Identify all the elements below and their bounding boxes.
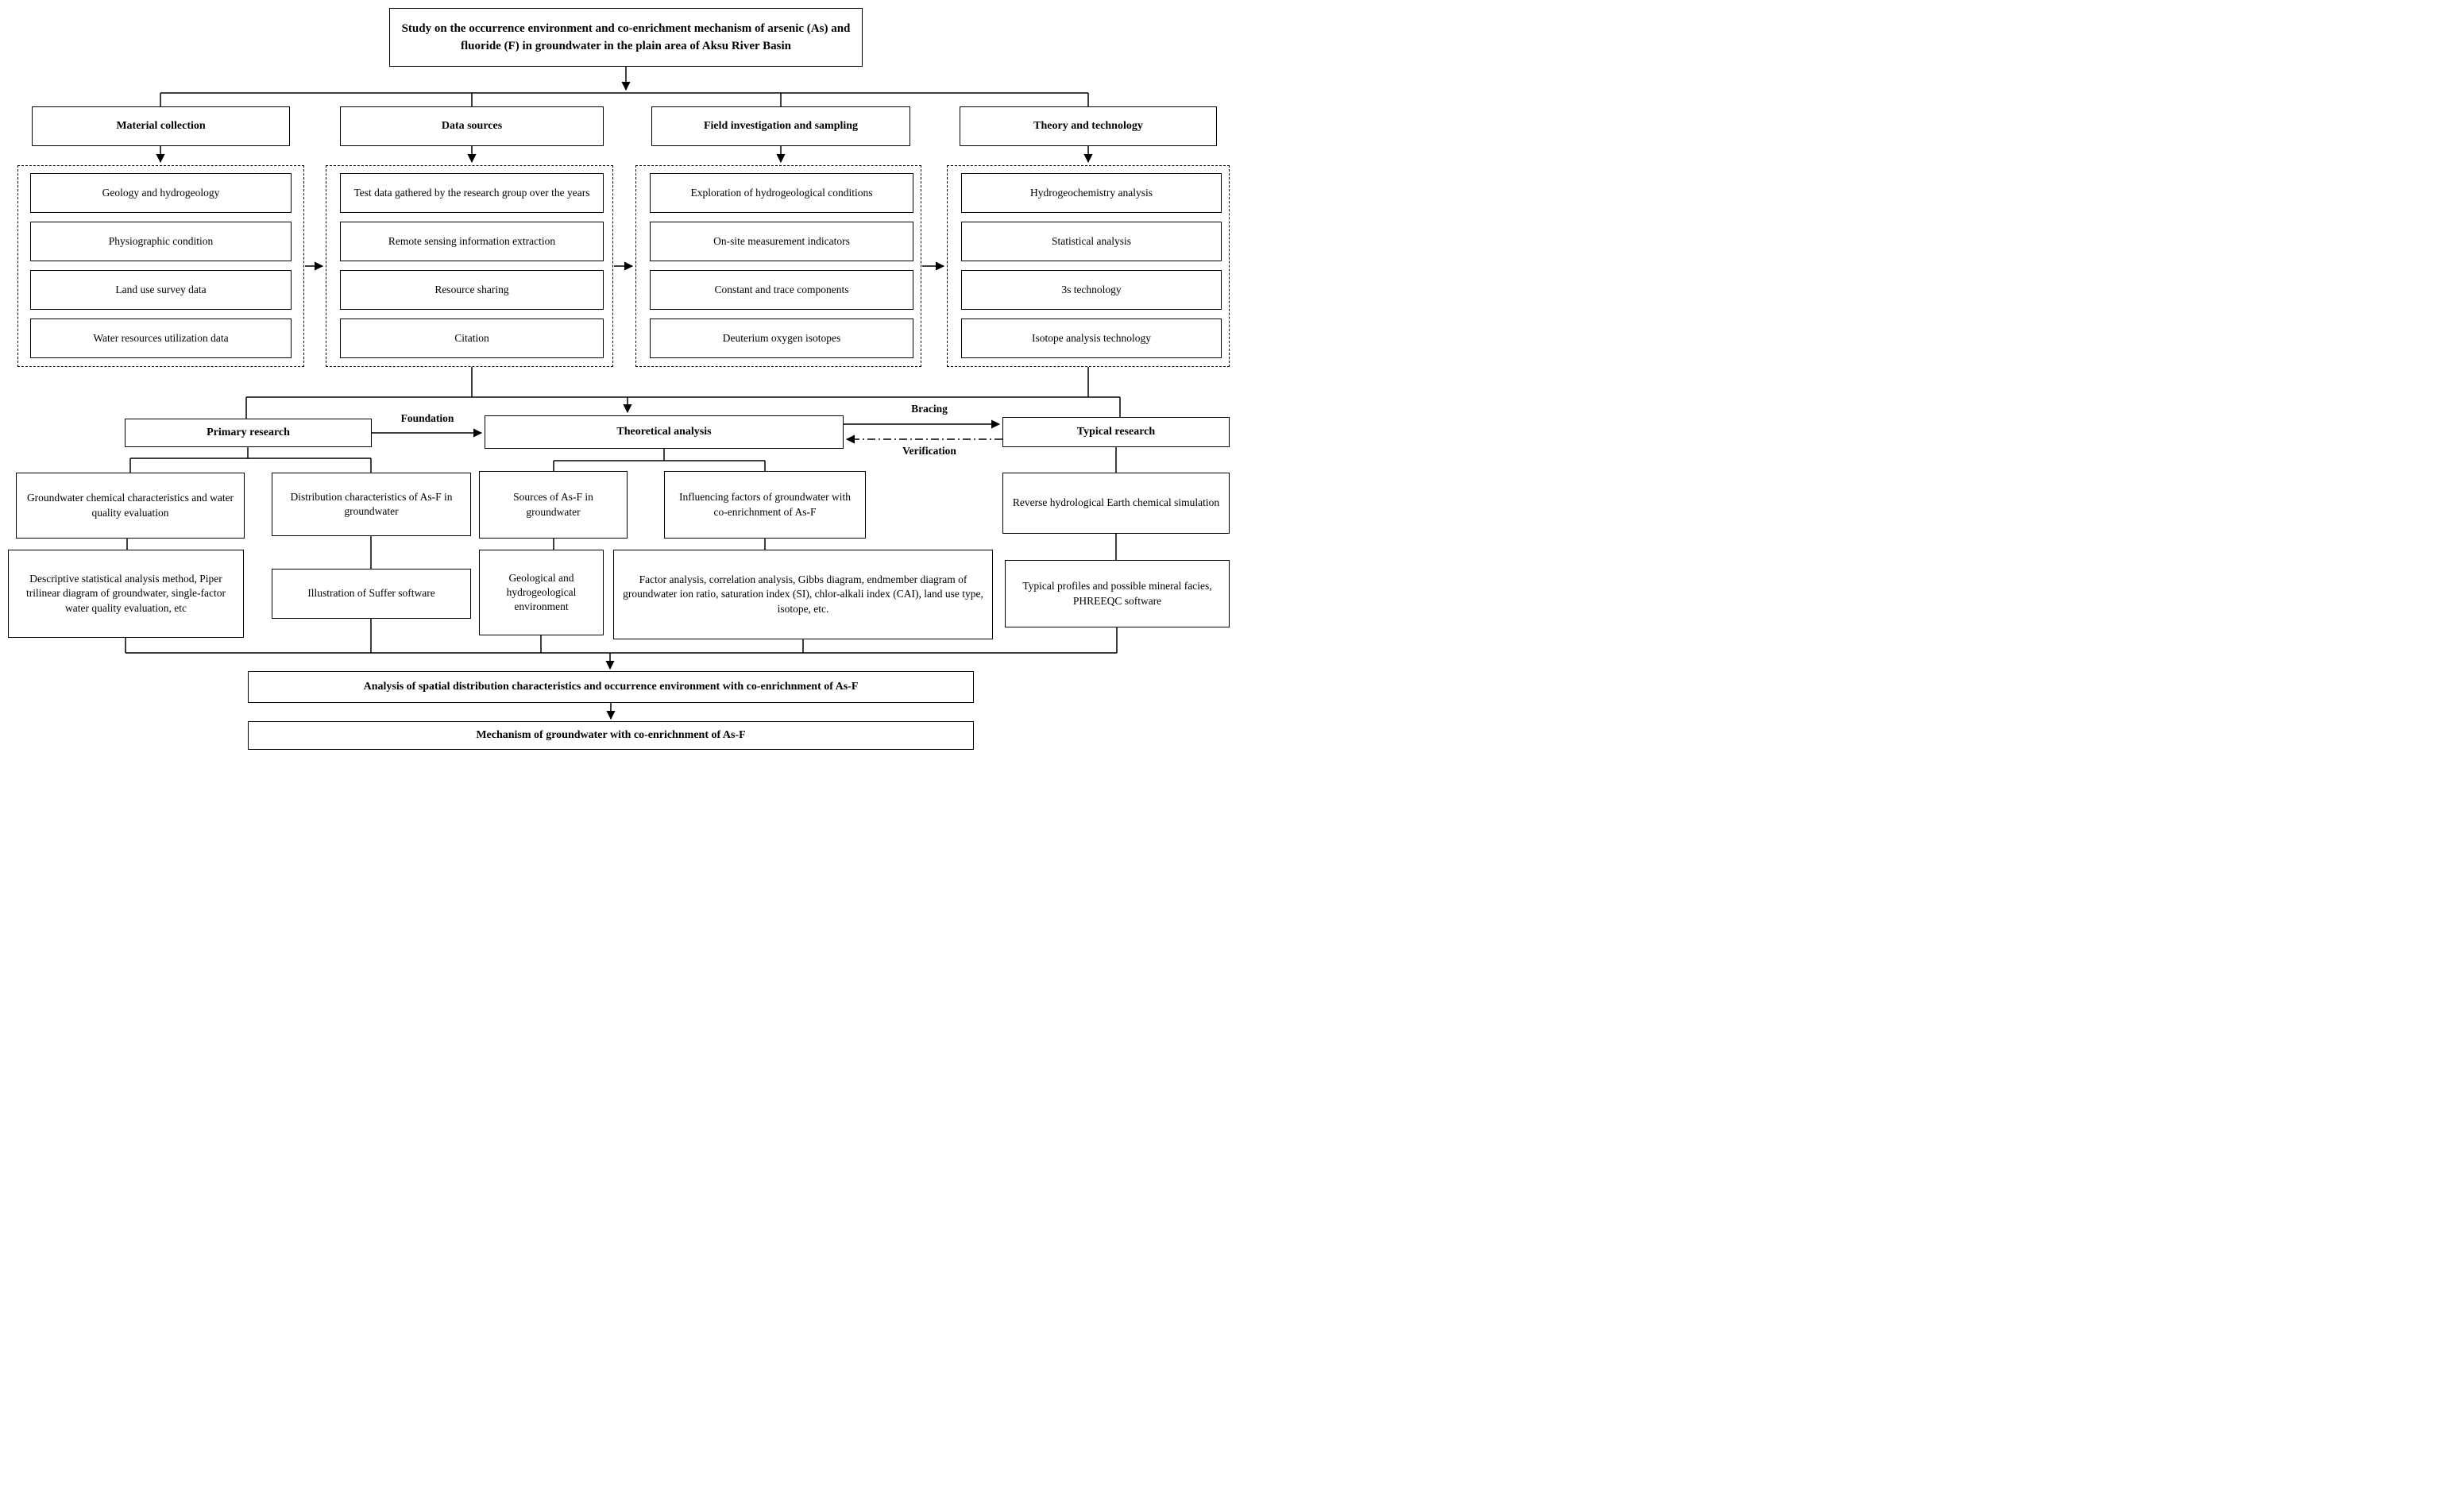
distribution-characteristics-box: Distribution characteristics of As-F in groundwater [272,473,471,536]
item-3s-technology: 3s technology [961,270,1222,310]
suffer-software-box: Illustration of Suffer software [272,569,471,619]
geological-environment-box: Geological and hydrogeological environment [479,550,604,635]
header-field-investigation: Field investigation and sampling [651,106,910,146]
factor-analysis-methods-box: Factor analysis, correlation analysis, Gibbs diagram, endmember diagram of groundwater ion ratio, saturation index (SI), chlor-alkali index (CAI), land use type, isotope, etc. [613,550,993,639]
item-constant-trace-components: Constant and trace components [650,270,913,310]
influencing-factors-box: Influencing factors of groundwater with co-enrichnment of As-F [664,471,866,539]
mechanism-conclusion-box: Mechanism of groundwater with co-enrichnment of As-F [248,721,974,750]
item-geology-hydrogeology: Geology and hydrogeology [30,173,292,213]
typical-profiles-phreeqc-box: Typical profiles and possible mineral facies, PHREEQC software [1005,560,1230,627]
item-onsite-measurement: On-site measurement indicators [650,222,913,261]
flowchart-canvas [0,0,1232,759]
theoretical-branch-connectors [554,449,765,471]
item-land-use-survey: Land use survey data [30,270,292,310]
theoretical-analysis-box: Theoretical analysis [485,415,844,449]
descriptive-statistical-methods-box: Descriptive statistical analysis method, Piper trilinear diagram of groundwater, single-factor water quality evaluation, etc [8,550,244,638]
item-test-data: Test data gathered by the research group over the years [340,173,604,213]
typical-research-box: Typical research [1002,417,1230,447]
item-remote-sensing: Remote sensing information extraction [340,222,604,261]
item-physiographic-condition: Physiographic condition [30,222,292,261]
item-hydrogeochemistry-analysis: Hydrogeochemistry analysis [961,173,1222,213]
reverse-hydrological-simulation-box: Reverse hydrological Earth chemical simulation [1002,473,1230,534]
header-material-collection: Material collection [32,106,290,146]
item-deuterium-oxygen-isotopes: Deuterium oxygen isotopes [650,319,913,358]
spatial-distribution-analysis-box: Analysis of spatial distribution characteristics and occurrence environment with co-enrichnment of As-F [248,671,974,703]
header-data-sources: Data sources [340,106,604,146]
item-water-resources-utilization: Water resources utilization data [30,319,292,358]
title-box: Study on the occurrence environment and co-enrichment mechanism of arsenic (As) and fluoride (F) in groundwater in the plain area of Aksu River Basin [389,8,863,67]
item-resource-sharing: Resource sharing [340,270,604,310]
groundwater-chemical-characteristics-box: Groundwater chemical characteristics and water quality evaluation [16,473,245,539]
item-hydrogeological-exploration: Exploration of hydrogeological conditions [650,173,913,213]
header-theory-technology: Theory and technology [960,106,1217,146]
item-citation: Citation [340,319,604,358]
foundation-label: Foundation [400,412,454,424]
sources-asf-box: Sources of As-F in groundwater [479,471,628,539]
bracing-label: Bracing [911,403,948,415]
primary-research-box: Primary research [125,419,372,447]
item-statistical-analysis: Statistical analysis [961,222,1222,261]
mid-convergence-connectors [246,367,1120,419]
top-fanout-connectors [160,67,1088,162]
item-isotope-analysis-technology: Isotope analysis technology [961,319,1222,358]
primary-branch-connectors [130,447,371,473]
verification-label: Verification [902,445,956,457]
